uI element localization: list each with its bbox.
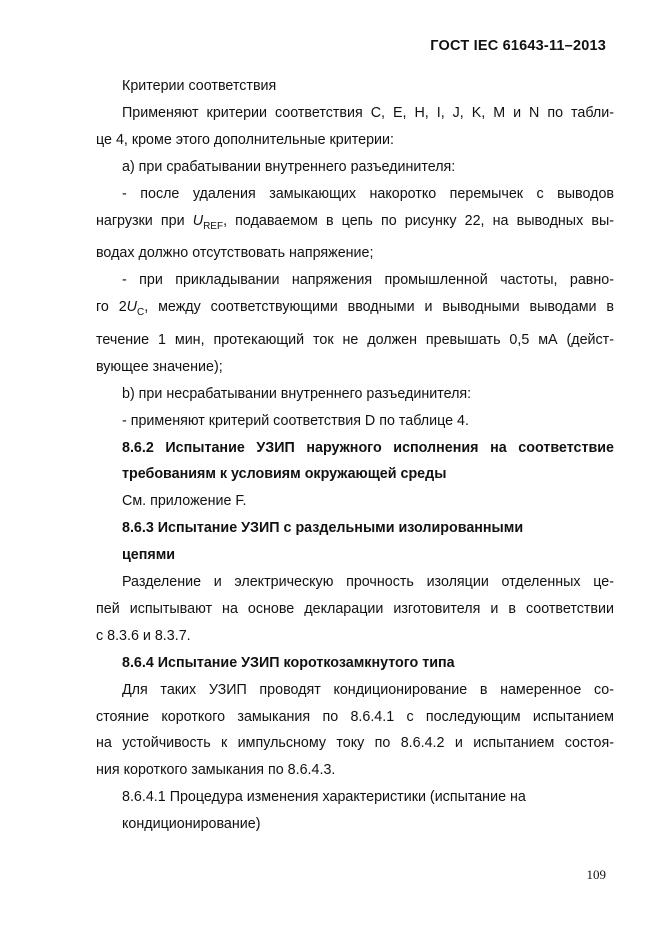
- paragraph-line: - при прикладывании напряжения промышленной частоты, равно-: [122, 272, 614, 289]
- subscript-ref: REF: [203, 220, 224, 232]
- page-body: [96, 73, 614, 838]
- paragraph-line: кондиционирование): [122, 816, 261, 833]
- paragraph-line: с 8.3.6 и 8.3.7.: [96, 627, 191, 644]
- section-heading-8-6-3-cont: цепями: [122, 547, 176, 564]
- text-fragment: го 2: [96, 299, 127, 316]
- paragraph-line: См. приложение F.: [122, 493, 247, 510]
- section-heading-8-6-2: 8.6.2 Испытание УЗИП наружного исполнения на соответствие: [122, 439, 614, 456]
- paragraph-line: на устойчивость к импульсному току по 8.6.4.2 и испытанием состоя-: [96, 735, 614, 752]
- paragraph-line: b) при несрабатывании внутреннего разъединителя:: [122, 385, 472, 402]
- paragraph-line: вующее значение);: [96, 358, 223, 375]
- paragraph-line: це 4, кроме этого дополнительные критерии:: [96, 131, 394, 148]
- paragraph-compliance-criteria-title: Критерии соответствия: [122, 78, 277, 94]
- subscript-c: C: [137, 306, 145, 318]
- paragraph-line: [96, 294, 614, 327]
- paragraph-line: пей испытывают на основе декларации изготовителя и в соответствии: [96, 600, 614, 617]
- paragraph-line: а) при срабатывании внутреннего разъединителя:: [122, 158, 456, 175]
- text-fragment: , между соответствующими вводными и выводными выводами в: [144, 299, 614, 316]
- paragraph-line: [96, 208, 614, 241]
- paragraph-line: течение 1 мин, протекающий ток не должен превышать 0,5 мА (дейст-: [96, 331, 614, 348]
- paragraph-line: Для таких УЗИП проводят кондиционирование в намеренное со-: [122, 681, 614, 698]
- paragraph-line: стояние короткого замыкания по 8.6.4.1 с последующим испытанием: [96, 708, 614, 725]
- text-fragment: нагрузки при: [96, 212, 193, 229]
- section-heading-8-6-4: 8.6.4 Испытание УЗИП короткозамкнутого типа: [122, 654, 455, 671]
- paragraph-line: - применяют критерий соответствия D по таблице 4.: [122, 412, 469, 429]
- paragraph-line: Применяют критерии соответствия С, Е, Н, I, J, K, M и N по табли-: [122, 104, 614, 121]
- page-number: 109: [586, 867, 606, 882]
- paragraph-line: Разделение и электрическую прочность изоляции отделенных це-: [122, 574, 614, 591]
- section-heading-8-6-3: 8.6.3 Испытание УЗИП с раздельными изолированными: [122, 520, 524, 537]
- symbol-u: U: [192, 212, 204, 229]
- section-heading-8-6-2-cont: требованиям к условиям окружающей среды: [122, 466, 447, 483]
- symbol-u: U: [126, 299, 137, 316]
- paragraph-line: 8.6.4.1 Процедура изменения характеристики (испытание на: [122, 789, 526, 806]
- document-header: ГОСТ IEC 61643-11–2013: [430, 38, 606, 54]
- paragraph-line: водах должно отсутствовать напряжение;: [96, 245, 374, 262]
- paragraph-line: ния короткого замыкания по 8.6.4.3.: [96, 762, 336, 779]
- paragraph-line: - после удаления замыкающих накоротко перемычек с выводов: [122, 185, 614, 202]
- text-fragment: , подаваемом в цепь по рисунку 22, на выводных вы-: [223, 212, 614, 229]
